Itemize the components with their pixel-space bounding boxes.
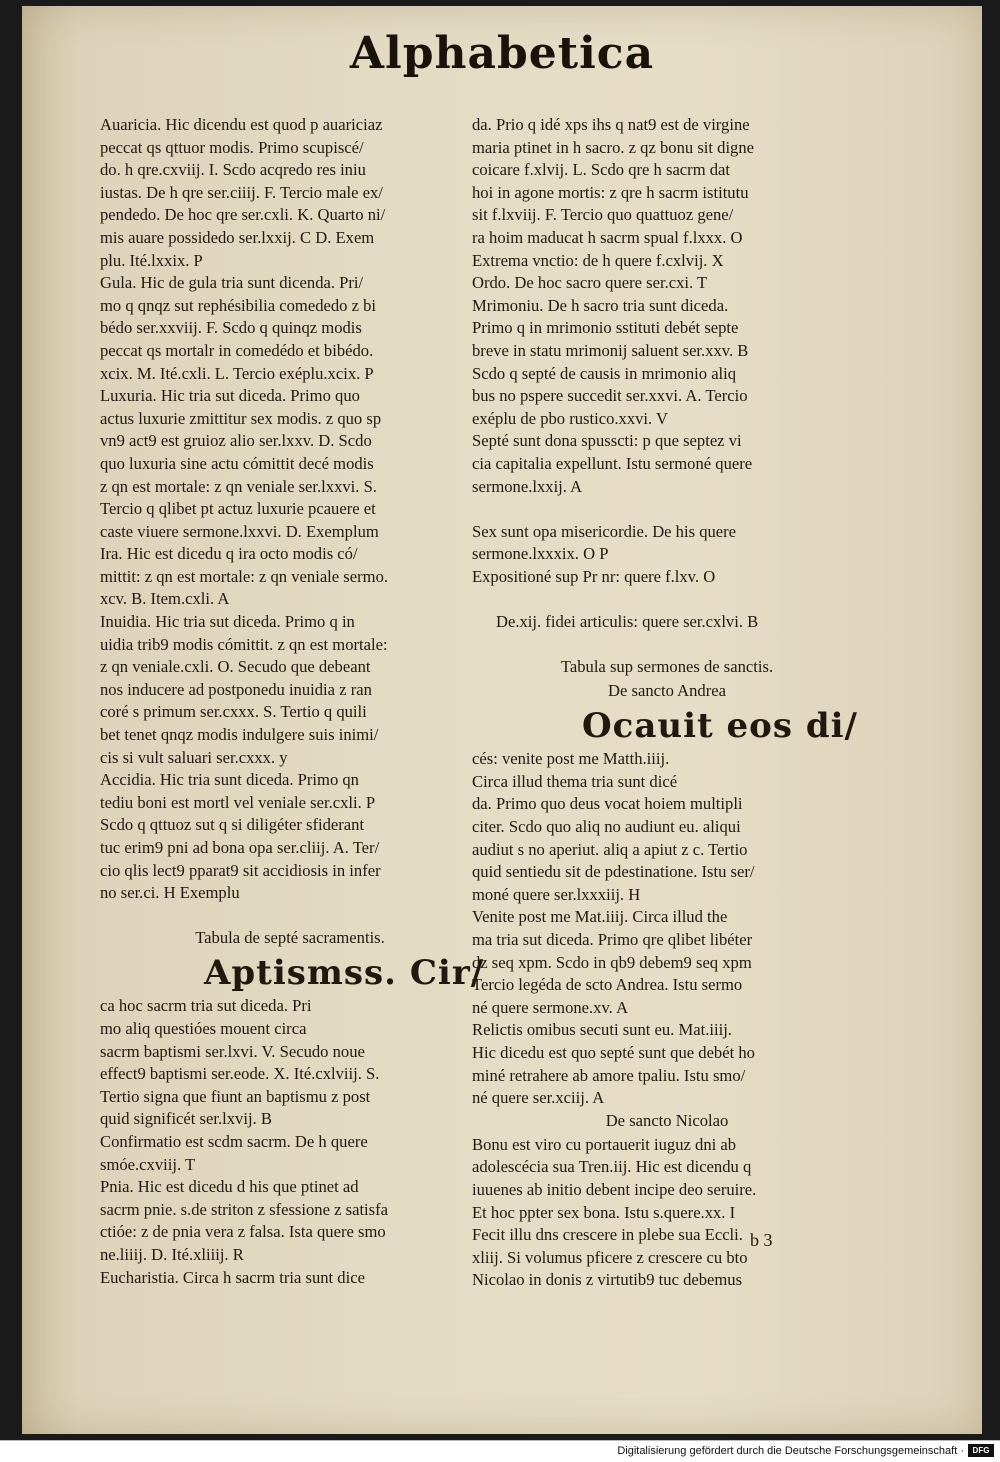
text-line: mo aliq questióes mouent circa <box>100 1018 307 1038</box>
text-line: ma tria sut diceda. Primo qre qlibet libéter <box>472 930 753 949</box>
text-line: Venite post me Mat.iiij. Circa illud the <box>472 907 728 927</box>
text-line: moné quere ser.lxxxiij. H <box>472 884 641 904</box>
text-line: cis si vult saluari ser.cxxx. y <box>100 747 288 767</box>
text-line: tediu boni est mortl vel veniale ser.cxli. P <box>100 792 376 812</box>
footer-bar <box>0 1440 1000 1462</box>
text-line: caste viuere sermone.lxxvi. D. Exemplum <box>100 521 379 541</box>
right-text-block-a <box>472 114 862 498</box>
text-line: quid sentiedu sit de pdestinatione. Istu ser/ <box>472 862 755 882</box>
text-line: sacrm pnie. s.de striton z sfessione z satisfa <box>100 1199 389 1219</box>
vocauit-initial-word: Ocauit eos di/ <box>582 706 858 747</box>
text-line: exéplu de pbo rustico.xxvi. V <box>472 408 669 428</box>
text-line: mittit: z qn est mortale: z qn veniale sermo. <box>100 566 389 586</box>
text-line: Eucharistia. Circa h sacrm tria sunt dice <box>100 1267 365 1287</box>
text-line: ra hoim maducat h sacrm spual f.lxxx. O <box>472 227 743 247</box>
text-line: cia capitalia expellunt. Istu sermoné quere <box>472 453 753 473</box>
text-line: Primo q in mrimonio sstituti debét septe <box>472 318 739 338</box>
right-column <box>472 114 862 1292</box>
text-line: Expositioné sup Pr nr: quere f.lxv. O <box>472 566 716 586</box>
right-text-block-b <box>472 521 862 589</box>
baptismus-initial-word: Aptismss. Cir/ <box>204 953 485 994</box>
text-line: pendedo. De hoc qre ser.cxli. K. Quarto ni/ <box>100 205 386 225</box>
text-line: Extrema vnctio: de h quere f.cxlvij. X <box>472 250 724 270</box>
text-line: Sex sunt opa misericordie. De his quere <box>472 521 737 541</box>
footer-credit: Digitalisierung gefördert durch die Deutsche Forschungsgemeinschaft · <box>617 1445 964 1457</box>
text-line: nos inducere ad postponedu inuidia z ran <box>100 679 372 699</box>
text-line: audiut s no aperiut. aliq a apiut z c. Tertio <box>472 839 748 859</box>
text-line: da. Primo quo deus vocat hoiem multipli <box>472 794 743 814</box>
text-line: da. Prio q idé xps ihs q nat9 est de virgine <box>472 115 750 134</box>
text-line: cio qlis lect9 pparat9 sit accidiosis in infer <box>100 860 381 880</box>
text-line: Fecit illu dns crescere in plebe sua Eccli. <box>472 1225 743 1245</box>
left-text-block-b <box>100 995 480 1289</box>
text-line: maria ptinet in h sacro. z qz bonu sit digne <box>472 137 755 157</box>
text-line: z qn est mortale: z qn veniale ser.lxxvi. S. <box>100 476 377 496</box>
right-text-block-c <box>472 748 862 1110</box>
text-line: uidia trib9 modis cómittit. z qn est mortale: <box>100 634 388 654</box>
text-line: ne.liiij. D. Ité.xliiij. R <box>100 1244 244 1264</box>
right-text-block-d <box>472 1134 862 1292</box>
text-line: Luxuria. Hic tria sut diceda. Primo quo <box>100 386 360 406</box>
page-title: Alphabetica <box>349 28 655 79</box>
andrea-heading: De sancto Andrea <box>608 681 726 701</box>
text-line: ca hoc sacrm tria sut diceda. Pri <box>100 996 312 1016</box>
text-line: Auaricia. Hic dicendu est quod p auariciaz <box>100 115 383 134</box>
signature-mark: b 3 <box>750 1230 773 1250</box>
text-line: hoi in agone mortis: z qre h sacrm istitutu <box>472 182 749 202</box>
text-line: Circa illud thema tria sunt dicé <box>472 771 678 791</box>
text-line: Scdo q septé de causis in mrimonio aliq <box>472 363 737 383</box>
text-line: Et hoc ppter sex bona. Istu s.quere.xx. I <box>472 1202 736 1222</box>
left-text-block-a <box>100 114 480 905</box>
text-line: Tertio signa que fiunt an baptismu z post <box>100 1086 371 1106</box>
text-line: mis auare possidedo ser.lxxij. C D. Exem <box>100 227 375 247</box>
text-line: Mrimoniu. De h sacro tria sunt diceda. <box>472 295 729 315</box>
dfg-logo: DFG <box>968 1444 994 1457</box>
sacramenta-heading: Tabula de septé sacramentis. <box>195 928 385 948</box>
text-line: Relictis omibus secuti sunt eu. Mat.iiij. <box>472 1020 732 1040</box>
text-line: citer. Scdo quo aliq no audiunt eu. aliqui <box>472 817 741 837</box>
text-line: vn9 act9 est gruioz alio ser.lxxv. D. Scdo <box>100 431 372 451</box>
text-line: iustas. De h qre ser.ciiij. F. Tercio male ex/ <box>100 182 383 202</box>
text-line: bédo ser.xxviij. F. Scdo q quinqz modis <box>100 318 362 338</box>
text-line: iuuenes ab initio debent incipe deo seruire. <box>472 1179 757 1199</box>
text-line: Nicolao in donis z virtutib9 tuc debemus <box>472 1270 743 1290</box>
text-line: mo q qnqz sut rephésibilia comededo z bi <box>100 295 377 315</box>
text-line: bet tenet qnqz modis indulgere suis inimi/ <box>100 725 379 745</box>
text-line: bus no pspere succedit ser.xxvi. A. Tercio <box>472 386 748 406</box>
text-line: dz seq xpm. Scdo in qb9 debem9 seq xpm <box>472 952 752 972</box>
text-line: z qn veniale.cxli. O. Secudo que debeant <box>100 657 371 677</box>
text-line: Pnia. Hic est dicedu d his que ptinet ad <box>100 1177 359 1197</box>
text-line: ctióe: z de pnia vera z falsa. Ista quere smo <box>100 1222 386 1242</box>
text-line: sacrm baptismi ser.lxvi. V. Secudo noue <box>100 1041 365 1061</box>
text-line: Septé sunt dona spusscti: p que septez vi <box>472 431 742 451</box>
text-line: cés: venite post me Matth.iiij. <box>472 749 670 769</box>
text-line: Accidia. Hic tria sunt diceda. Primo qn <box>100 770 359 790</box>
text-line: Confirmatio est scdm sacrm. De h quere <box>100 1131 368 1151</box>
text-line: quid significét ser.lxvij. B <box>100 1109 272 1129</box>
text-line: peccat qs mortalr in comedédo et bibédo. <box>100 340 374 360</box>
text-line: xliij. Si volumus pficere z crescere cu bto <box>472 1247 748 1267</box>
text-line: peccat qs qttuor modis. Primo scupiscé/ <box>100 137 364 157</box>
text-line: né quere ser.xciij. A <box>472 1088 605 1108</box>
text-line: Scdo q qttuoz sut q si diligéter sfiderant <box>100 815 365 835</box>
text-line: sit f.lxviij. F. Tercio quo quattuoz gene/ <box>472 205 734 225</box>
text-line: Inuidia. Hic tria sut diceda. Primo q in <box>100 612 355 632</box>
text-line: Bonu est viro cu portauerit iuguz dni ab <box>472 1134 737 1154</box>
text-line: quo luxuria sine actu cómittit decé modis <box>100 453 374 473</box>
text-line: né quere sermone.xv. A <box>472 997 629 1017</box>
text-line: Tercio q qlibet pt actuz luxurie pcauere et <box>100 499 376 519</box>
left-column <box>100 114 485 1289</box>
text-line: Ordo. De hoc sacro quere ser.cxi. T <box>472 273 708 293</box>
nicolao-heading: De sancto Nicolao <box>605 1110 729 1130</box>
articulis-line: De.xij. fidei articulis: quere ser.cxlvi. B <box>496 612 759 632</box>
text-line: sermone.lxxij. A <box>472 476 583 496</box>
text-line: smóe.cxviij. T <box>100 1154 196 1174</box>
sanctis-heading: Tabula sup sermones de sanctis. <box>560 657 774 677</box>
text-line: Ira. Hic est dicedu q ira octo modis có/ <box>100 544 358 564</box>
text-line: effect9 baptismi ser.eode. X. Ité.cxlviij. S. <box>100 1064 380 1084</box>
text-line: actus luxurie zmittitur sex modis. z quo sp <box>100 408 382 428</box>
text-line: do. h qre.cxviij. I. Scdo acqredo res iniu <box>100 160 366 180</box>
text-line: breve in statu mrimonij saluent ser.xxv. B <box>472 340 749 360</box>
text-line: plu. Ité.lxxix. P <box>100 250 203 270</box>
text-line: coré s primum ser.cxxx. S. Tertio q quili <box>100 702 367 722</box>
text-line: Hic dicedu est quo septé sunt que debét ho <box>472 1042 755 1062</box>
text-line: Gula. Hic de gula tria sunt dicenda. Pri/ <box>100 273 364 293</box>
text-line: coicare f.xlvij. L. Scdo qre h sacrm dat <box>472 160 731 180</box>
text-line: Tercio legéda de scto Andrea. Istu sermo <box>472 975 743 995</box>
book-page <box>22 6 982 1434</box>
text-line: xcix. M. Ité.cxli. L. Tercio exéplu.xcix. P <box>100 363 374 383</box>
text-line: xcv. B. Item.cxli. A <box>100 589 230 609</box>
text-line: miné retrahere ab amore tpaliu. Istu smo/ <box>472 1065 746 1085</box>
text-line: tuc erim9 pni ad bona opa ser.cliij. A. Ter/ <box>100 838 380 857</box>
text-line: adolescécia sua Tren.iij. Hic est dicendu q <box>472 1157 752 1177</box>
text-line: no ser.ci. H Exemplu <box>100 883 240 903</box>
text-line: sermone.lxxxix. O P <box>472 544 609 564</box>
